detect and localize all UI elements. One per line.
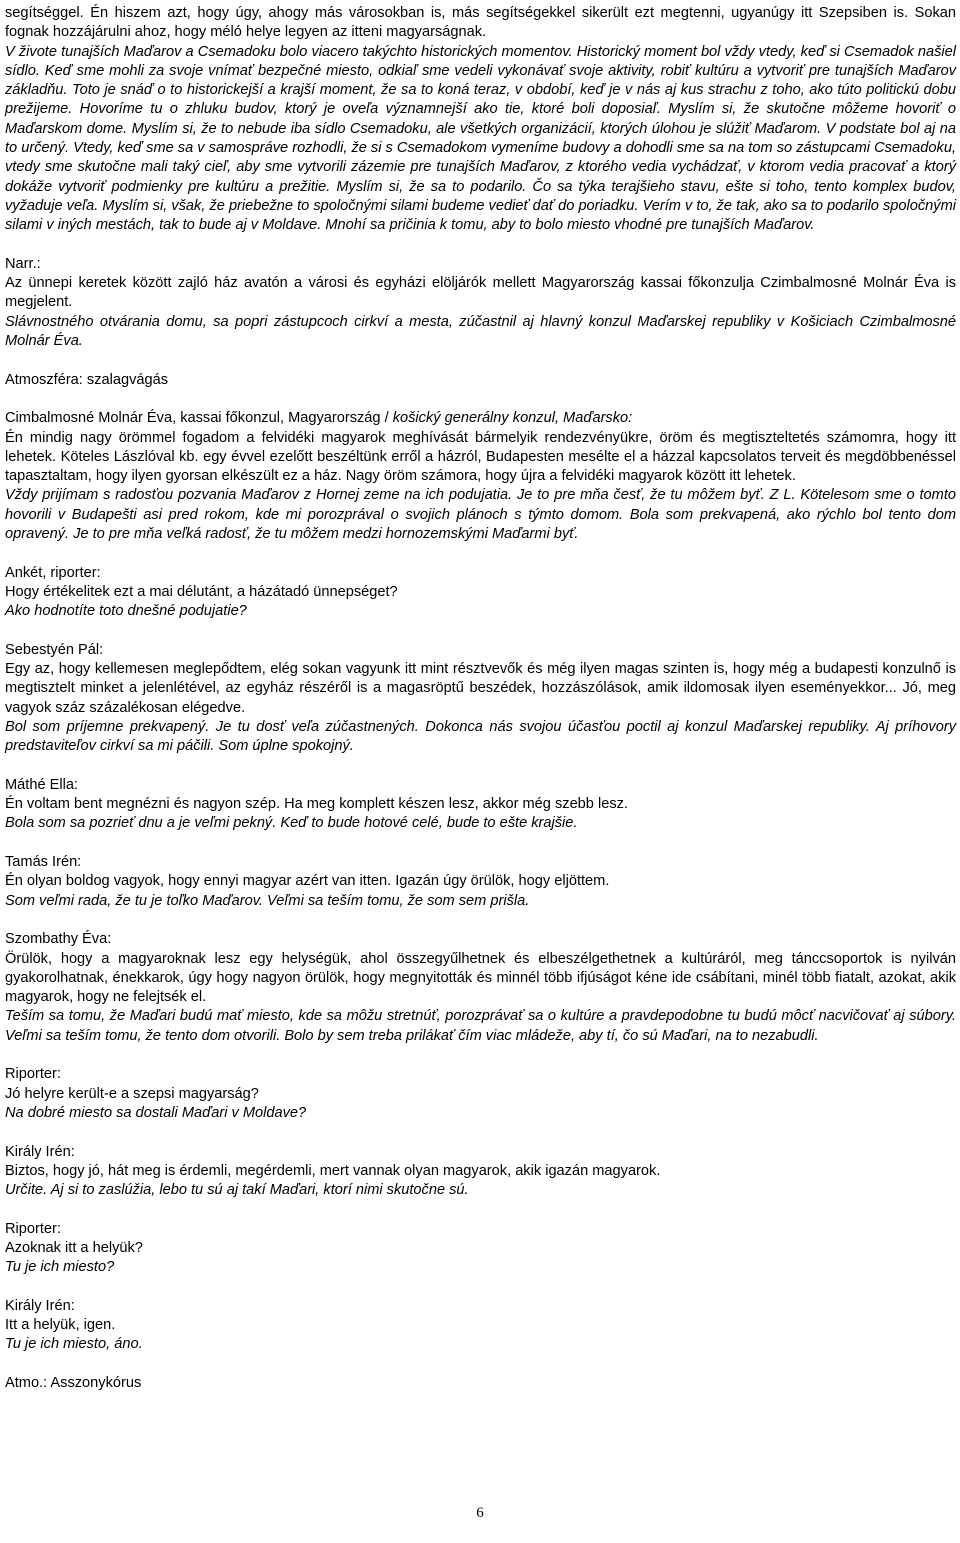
slovak-text: Tu je ich miesto, áno.: [5, 1336, 143, 1353]
slovak-text: Vždy prijímam s radosťou pozvania Maďarov z Hornej zeme na ich podujatia. Je to pre mňa česť, že tu môžem byť. Z L. Kötelesom sme o tomto hovorili v Budapešti asi pred rokom, kde mi porozprával o svojich plánoch s týmto domom. Bola som prekvapená, ako rýchlo bol tento dom opravený. Je to pre mňa veľká radosť, že tu môžem medzi hornozemskými Maďarmi byť.: [5, 487, 956, 543]
hungarian-text: Hogy értékelitek ezt a mai délutánt, a házátadó ünnepséget?: [5, 583, 398, 600]
speaker-name: Király Irén:: [5, 1297, 75, 1314]
transcript-block: [5, 776, 956, 853]
hungarian-text: Örülök, hogy a magyaroknak lesz egy helységük, ahol összegyűlhetnek és elbeszélgethetnek a kultúráról, meg tánccsoportok is nyilván gyakorolhatnak, énekkarok, úgy hogy nagyon örülök, hogy megnyitották és minnél több ifjúságot kéne ide csábítani, minél több fiatalt, azokat, akik magyarok, hogy ne felejtsék el.: [5, 950, 956, 1006]
spacer: [5, 757, 956, 776]
spacer: [5, 1355, 956, 1374]
spacer: [5, 351, 956, 370]
hungarian-text: Biztos, hogy jó, hát meg is érdemli, megérdemli, mert vannak olyan magyarok, akik igazán magyarok.: [5, 1162, 661, 1179]
spacer: [5, 834, 956, 853]
hungarian-text: Azoknak itt a helyük?: [5, 1240, 143, 1256]
speaker-name: Tamás Irén:: [5, 854, 82, 871]
slovak-paragraph: V živote tunajších Maďarov a Csemadoku bolo viacero takýchto historických momentov. Historický moment bol vždy vtedy, keď si Csemadok našiel sídlo. Keď sme mohli za svoje vnímať bezpečné miesto, odkiaľ sme vedeli vykonávať svoje aktivity, robiť kultúru a vytvoriť pre tunajších Maďarov základňu. Toto je snáď o to historickejší a krajší moment, že sa to koná teraz, v období, keď je v nás aj kus strachu z toho, ako túto politickú dobu prežijeme. Hovoríme tu o zhluku budov, ktorý je oveľa významnejší ako tie, ktoré boli doposiaľ. Myslím si, že skutočne môžeme hovoriť o Maďarskom dome. Myslím si, že to nebude iba sídlo Csemadoku, ale všetkých organizácií, ktorých úlohou je slúžiť Maďarom. V podstate bol aj na to určený. Vtedy, keď sme sa v samospráve rozhodli, že si s Csemadokom vymeníme budovy a dohodli sme sa na tom so zástupcami Csemadoku, vtedy sme skutočne mali taký cieľ, aby sme vytvorili zázemie pre tunajších Maďarov, z ktorého vedia vychádzať, v ktorom vedia pracovať a ktorý dokáže vytvoriť podmienky pre kultúru a prežitie. Myslím si, že sa to podarilo. Čo sa týka terajšieho stavu, ešte si toho, tento komplex budov, vyžaduje veľa. Myslím si, však, že priebežne to spoločnými silami budeme vedieť dať do poriadku. Verím v to, že tak, ako sa to podarilo spoločnými silami v iných mestách, tak to bude aj v Moldave. Mnohí sa pričinia k tomu, aby to bolo miesto vhodné pre tunajších Maďarov.: [5, 43, 956, 234]
slovak-text: Bol som príjemne prekvapený. Je tu dosť veľa zúčastnených. Dokonca nás svojou účasťou poctil aj konzul Maďarskej republiky. Aj príhovory predstaviteľov cirkví sa mi páčili. Som úplne spokojný.: [5, 718, 956, 755]
spacer: [5, 1278, 956, 1297]
slovak-text: Bola som sa pozrieť dnu a je veľmi pekný. Keď to bude hotové celé, bude to ešte krajšie.: [5, 815, 578, 832]
speaker-label: [5, 930, 956, 949]
page-number: 6: [476, 1505, 484, 1521]
transcript-block: [5, 853, 956, 930]
speaker-name: Narr.:: [5, 255, 41, 272]
transcript-block: [5, 564, 956, 641]
transcript-block: [5, 1065, 956, 1142]
hungarian-text: Az ünnepi keretek között zajló ház avatón a városi és egyházi elöljárók mellett Magyarország kassai főkonzulja Czimbalmosné Molnár Éva is megjelent.: [5, 275, 956, 311]
slovak-text: Tu je ich miesto?: [5, 1259, 115, 1276]
speaker-label: [5, 1143, 956, 1162]
transcript-block: [5, 255, 956, 371]
transcript-page: [5, 4, 956, 1393]
transcript-block: [5, 930, 956, 1065]
speaker-name: Riporter:: [5, 1220, 61, 1237]
hungarian-text: Én voltam bent megnézni és nagyon szép. Ha meg komplett készen lesz, akkor még szebb lesz.: [5, 796, 628, 813]
speaker-label: [5, 776, 956, 795]
transcript-block: [5, 641, 956, 776]
transcript-block: [5, 1143, 956, 1220]
speaker-name-slovak: košický generálny konzul, Maďarsko:: [392, 410, 633, 427]
transcript-block: [5, 409, 956, 563]
speaker-label: [5, 1220, 956, 1239]
transcript-block: [5, 371, 956, 410]
transcript-block: [5, 1220, 956, 1297]
transcript-block: [5, 1374, 956, 1393]
speaker-name: Szombathy Éva:: [5, 931, 112, 948]
spacer: [5, 911, 956, 930]
speaker-name: Cimbalmosné Molnár Éva, kassai főkonzul, Magyarország /: [5, 410, 393, 427]
speaker-name: Máthé Ella:: [5, 776, 79, 793]
speaker-name: Atmo.: Asszonykórus: [5, 1375, 142, 1392]
speaker-name: Ankét, riporter:: [5, 564, 101, 581]
speaker-label: [5, 564, 956, 583]
hungarian-paragraph: segítséggel. Én hiszem azt, hogy úgy, ahogy más városokban is, más segítségekkel sikerült ezt megtenni, ugyanúgy itt Szepsiben is. Sokan fognak hozzájárulni ahoz, hogy méló helye legyen az itteni magyarságnak.: [5, 5, 956, 41]
slovak-text: Teším sa tomu, že Maďari budú mať miesto, kde sa môžu stretnúť, porozprávať sa o kultúre a pravdepodobne tu budú môcť nacvičovať aj súbory. Veľmi sa teším tomu, že tento dom otvorili. Bolo by sem treba prilákať čím viac mládeže, aby tí, čo sú Maďari, na to nezabudli.: [5, 1008, 956, 1044]
speaker-label: [5, 255, 956, 274]
spacer: [5, 236, 956, 255]
speaker-label: [5, 1374, 956, 1393]
spacer: [5, 544, 956, 563]
spacer: [5, 1200, 956, 1219]
speaker-label: [5, 853, 956, 872]
speaker-label: [5, 641, 956, 660]
speaker-name: Atmoszféra: szalagvágás: [5, 371, 169, 388]
speaker-name: Király Irén:: [5, 1143, 75, 1160]
speaker-name: Sebestyén Pál:: [5, 641, 104, 658]
spacer: [5, 622, 956, 641]
slovak-text: Slávnostného otvárania domu, sa popri zástupcoch cirkví a mesta, zúčastnil aj hlavný konzul Maďarskej republiky v Košiciach Czimbalmosné Molnár Éva.: [5, 313, 956, 350]
slovak-text: Určite. Aj si to zaslúžia, lebo tu sú aj takí Maďari, ktorí nimi skutočne sú.: [5, 1182, 469, 1199]
hungarian-text: Én olyan boldog vagyok, hogy ennyi magyar azért van itten. Igazán úgy örülök, hogy eljöttem.: [5, 873, 610, 890]
transcript-blocks: [5, 255, 956, 1394]
hungarian-text: Jó helyre került-e a szepsi magyarság?: [5, 1085, 259, 1102]
hungarian-text: Itt a helyük, igen.: [5, 1317, 116, 1334]
transcript-block: [5, 1297, 956, 1374]
slovak-text: Na dobré miesto sa dostali Maďari v Moldave?: [5, 1104, 307, 1121]
speaker-label: [5, 409, 956, 428]
spacer: [5, 1123, 956, 1142]
spacer: [5, 390, 956, 409]
slovak-text: Ako hodnotíte toto dnešné podujatie?: [5, 603, 247, 620]
spacer: [5, 1046, 956, 1065]
hungarian-text: Én mindig nagy örömmel fogadom a felvidéki magyarok meghívását bármelyik rendezvényükre, öröm és megtiszteltetés számomra, hogy itt lehetek. Köteles Lászlóval kb. egy évvel ezelőtt beszéltünk erről a házról, Budapesten mesélte el a házzal kapcsolatos terveit és megdöbbenéssel tapasztaltam, hogy ilyen gyorsan elkészült ez a ház. Nagy öröm számora, hogy újra a felvidéki magyarok között itt lehetek.: [5, 429, 956, 485]
speaker-label: [5, 371, 956, 390]
hungarian-text: Egy az, hogy kellemesen meglepődtem, elég sokan vagyunk itt mint résztvevők és még ilyen magas szinten is, hogy még a budapesti konzulnő is megtisztelt minket a jelenlétével, az egyház részéről is a magasröptű beszédek, hozzászólások, amik ildomosak ilyen eseményekkor... Jó, meg vagyok száz százalékosan elégedve.: [5, 661, 956, 716]
speaker-name: Riporter:: [5, 1066, 61, 1083]
speaker-label: [5, 1297, 956, 1316]
speaker-label: [5, 1065, 956, 1084]
slovak-text: Som veľmi rada, že tu je toľko Maďarov. Veľmi sa teším tomu, že som sem prišla.: [5, 892, 530, 909]
